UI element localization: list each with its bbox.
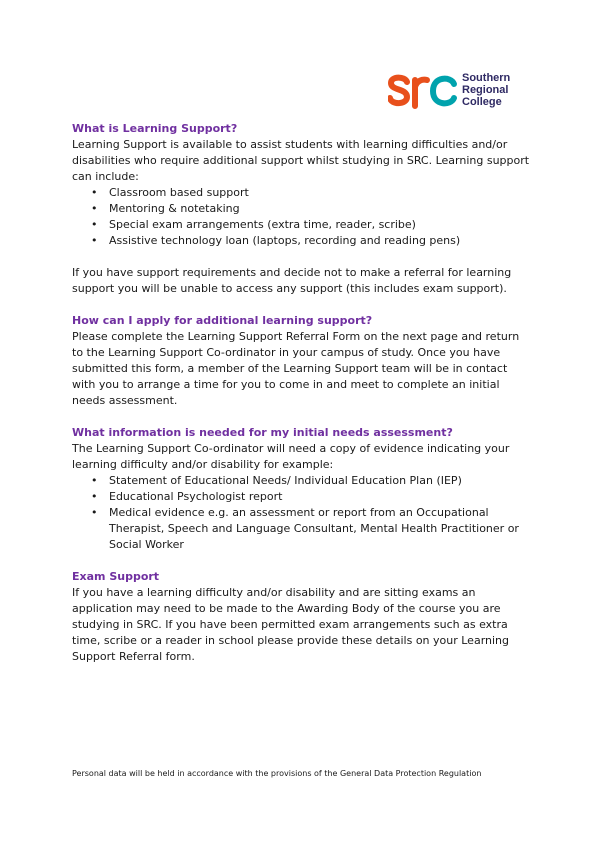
section-heading-information-needed: What information is needed for my initial needs assessment? [72,426,453,439]
list-item: • Assistive technology loan (laptops, recording and reading pens) [109,233,532,249]
list-item: • Medical evidence e.g. an assessment or report from an Occupational Therapist, Speech and Language Consultant, Mental Health Practitioner or Social Worker [109,505,532,553]
support-types-list [72,185,532,249]
logo-line-college: College [462,96,502,108]
evidence-list [72,473,532,553]
list-item: • Classroom based support [109,185,532,201]
logo-line-regional: Regional [462,84,509,96]
how-to-apply-body: Please complete the Learning Support Referral Form on the next page and return to the Learning Support Co-ordinator in your campus of study. Once you have submitted this form, a member of the Learning Support team will be in contact with you to arrange a time for you to come in and meet to complete an initial needs assessment. [72,330,520,407]
list-item: • Special exam arrangements (extra time, reader, scribe) [109,217,532,233]
referral-requirement-note: If you have support requirements and decide not to make a referral for learning support you will be unable to access any support (this includes exam support). [72,266,512,295]
list-item: • Statement of Educational Needs/ Individual Education Plan (IEP) [109,473,532,489]
information-needed-intro: The Learning Support Co-ordinator will need a copy of evidence indicating your learning difficulty and/or disability for example: [72,442,510,471]
section-heading-exam-support: Exam Support [72,570,160,583]
logo-line-southern: Southern [462,72,511,84]
document-body [72,121,532,665]
college-logo [388,70,528,112]
data-protection-footer: Personal data will be held in accordance with the provisions of the General Data Protection Regulation [72,769,482,778]
section-heading-what-is-learning-support: What is Learning Support? [72,122,238,135]
section-heading-how-to-apply: How can I apply for additional learning support? [72,314,373,327]
logo-college-name [462,72,510,108]
src-logo-mark-icon [388,70,458,110]
exam-support-body: If you have a learning difficulty and/or disability and are sitting exams an application may need to be made to the Awarding Body of the course you are studying in SRC. If you have been permitted exam arrangements such as extra time, scribe or a reader in school please provide these details on your Learning Support Referral form. [72,586,510,663]
learning-support-intro: Learning Support is available to assist students with learning difficulties and/or disabilities who require additional support whilst studying in SRC. Learning support can include: [72,138,530,183]
list-item: • Mentoring & notetaking [109,201,532,217]
list-item: • Educational Psychologist report [109,489,532,505]
